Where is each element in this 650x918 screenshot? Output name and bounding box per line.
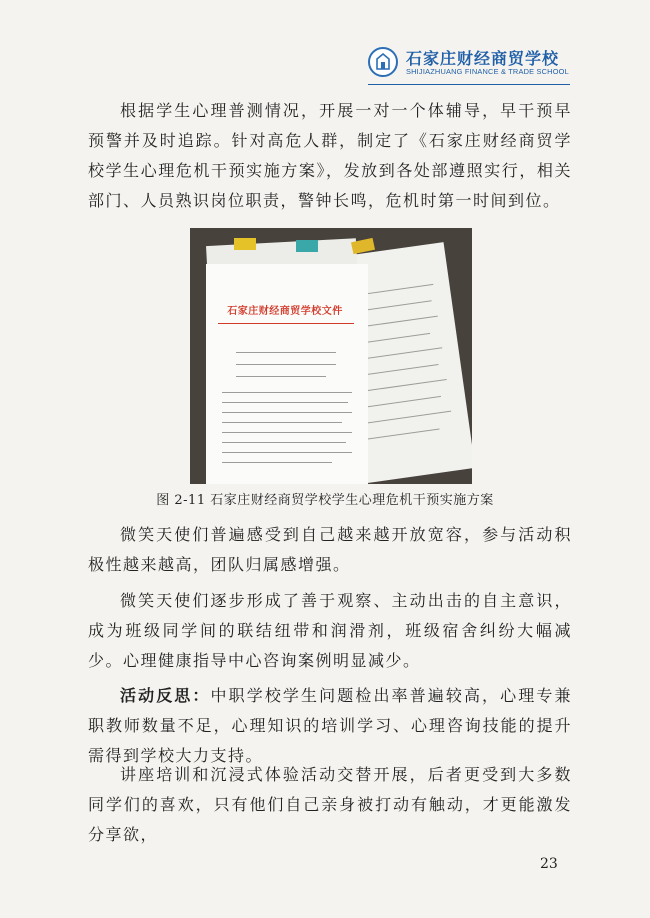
document-photo: [190, 228, 472, 484]
school-name-cn: 石家庄财经商贸学校: [406, 49, 560, 68]
header-divider: [368, 84, 570, 85]
figure-caption: 图 2-11 石家庄财经商贸学校学生心理危机干预实施方案: [156, 493, 494, 508]
yellow-clip-icon: [234, 238, 256, 250]
reflection-text: 中职学校学生问题检出率普遍较高，心理专兼职教师数量不足，心理知识的培训学习、心理咨询技能的提升需得到学校大力支持。: [88, 686, 572, 765]
blue-clip-icon: [296, 240, 318, 252]
paragraph-intervention: 根据学生心理普测情况，开展一对一个体辅导，早干预早预警并及时追踪。针对高危人群，制定了《石家庄财经商贸学校学生心理危机干预实施方案》，发放到各处部遵照实行，相关部门、人员熟识岗位职责，警钟长鸣，危机时第一时间到位。: [88, 101, 572, 210]
photo-document-rule: [218, 323, 354, 324]
photo-document-title: 石家庄财经商贸学校文件: [227, 306, 343, 317]
paragraph-training: 讲座培训和沉浸式体验活动交替开展，后者更受到大多数同学们的喜欢，只有他们自己亲身被打动有触动，才更能激发分享欲，: [88, 765, 572, 844]
school-logo-icon: [368, 47, 398, 77]
page-header: [368, 45, 568, 81]
paragraph-reflection: [88, 681, 572, 771]
paragraph-openness: 微笑天使们普遍感受到自己越来越开放宽容，参与活动积极性越来越高，团队归属感增强。: [88, 525, 572, 574]
page-number: 23: [540, 856, 558, 872]
school-name-en: SHIJIAZHUANG FINANCE & TRADE SCHOOL: [406, 67, 569, 76]
reflection-label: 活动反思：: [120, 686, 211, 705]
paragraph-awareness: 微笑天使们逐步形成了善于观察、主动出击的自主意识，成为班级同学间的联结纽带和润滑剂，班级宿舍纠纷大幅减少。心理健康指导中心咨询案例明显减少。: [88, 591, 572, 670]
photo-sheet-front: [206, 264, 368, 484]
